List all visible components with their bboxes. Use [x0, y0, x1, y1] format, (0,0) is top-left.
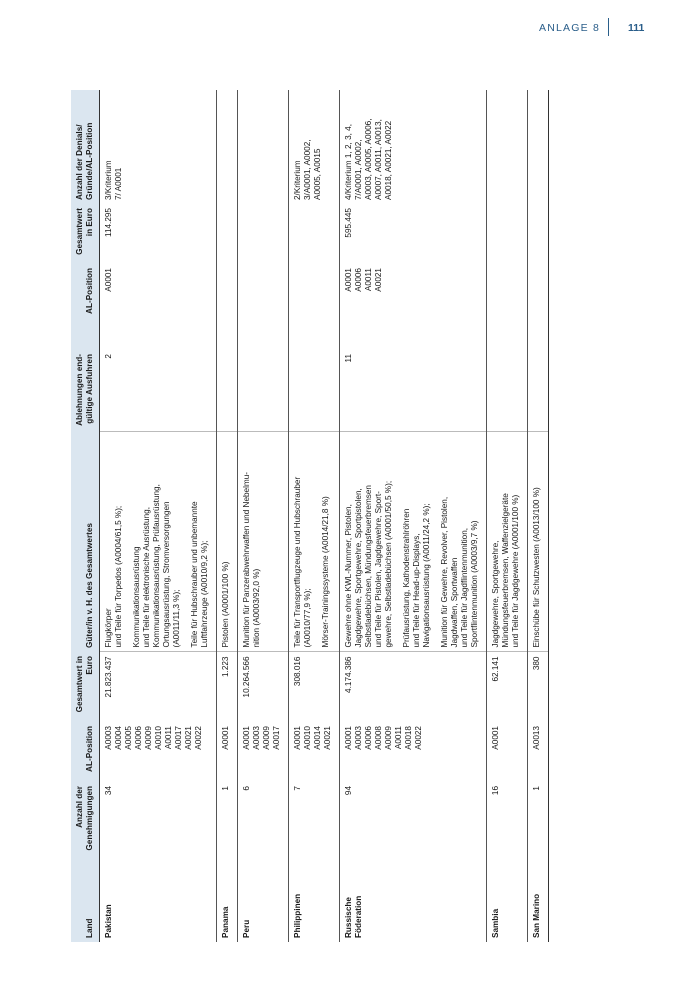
license-count-cell: 6 — [238, 782, 289, 860]
goods-cell — [238, 432, 289, 652]
denial-reason-line: 3/Kriterium — [104, 160, 113, 200]
table-row — [100, 90, 217, 942]
denial-reason-line: A0003, A0005, A0006, — [364, 118, 373, 200]
country-cell: Pakistan — [100, 860, 217, 942]
goods-line: nition (A0003/92,0 %) — [252, 568, 261, 648]
denial-al-position-cell — [487, 264, 528, 350]
goods-line: Flugkörper — [104, 608, 113, 648]
goods-line: Pistolen (A0001/100 %) — [221, 561, 230, 648]
goods-line: Prüfausrüstung, Kathodenstrahlröhren — [402, 508, 411, 648]
al-position-code: A0006 — [134, 726, 143, 750]
denial-al-code: A0001 — [104, 268, 113, 292]
al-position-code: A0001 — [491, 726, 500, 750]
goods-block-gap — [394, 437, 402, 648]
goods-block-gap — [313, 437, 321, 648]
table-row — [528, 90, 549, 942]
export-license-table — [71, 90, 549, 942]
denial-value-cell — [289, 204, 340, 264]
goods-line: und Teile für Jagdgewehre (A0001/100 %) — [511, 494, 520, 648]
table-row — [238, 90, 289, 942]
al-position-code: A0010 — [303, 726, 312, 750]
table-header-row — [71, 90, 100, 942]
goods-line: Mörser-Trainingssysteme (A0014/21,8 %) — [321, 496, 330, 648]
goods-line: Jagdgewehre, Sportgewehre, — [491, 540, 500, 648]
header-divider — [608, 18, 609, 36]
al-position-code: A0013 — [532, 726, 541, 750]
total-value-cell: 21.823.437 — [100, 652, 217, 722]
goods-line: und Teile für Torpedos (A0004/61,5 %); — [114, 505, 123, 648]
license-count-cell: 16 — [487, 782, 528, 860]
goods-line: Teile für Transportflugzeuge und Hubschrauber — [293, 476, 302, 648]
denial-count-cell — [289, 350, 340, 432]
denial-reasons-cell — [528, 90, 549, 204]
al-position-code: A0011 — [394, 726, 403, 750]
goods-line: und Teile für Head-up-Displays, — [412, 533, 421, 648]
goods-cell — [289, 432, 340, 652]
denial-al-code: A0006 — [354, 268, 363, 292]
col-denial-value-header: Gesamtwert in Euro — [71, 204, 100, 264]
denial-reasons-cell — [289, 90, 340, 204]
license-count-cell: 94 — [340, 782, 487, 860]
col-goods-header: Güter/in v. H. des Gesamtwertes — [71, 432, 100, 652]
denial-value-cell: 595.445 — [340, 204, 487, 264]
al-position-code: A0009 — [144, 726, 153, 750]
denial-reason-line: 7/ A0001 — [114, 167, 123, 200]
denial-reason-line: A0018, A0021, A0022 — [384, 120, 393, 200]
al-position-cell — [100, 722, 217, 782]
denial-reasons-cell — [217, 90, 238, 204]
al-position-code: A0005 — [124, 726, 133, 750]
al-position-code: A0021 — [323, 726, 332, 750]
goods-line: (A0010/77,9 %); — [303, 588, 312, 648]
table-row — [340, 90, 487, 942]
denial-al-code: A0001 — [344, 268, 353, 292]
total-value-cell: 380 — [528, 652, 549, 722]
denial-value-cell — [528, 204, 549, 264]
country-cell: Panama — [217, 860, 238, 942]
al-position-code: A0004 — [114, 726, 123, 750]
al-position-code: A0003 — [104, 726, 113, 750]
country-cell: Philippinen — [289, 860, 340, 942]
total-value-cell: 4.174.386 — [340, 652, 487, 722]
al-position-code: A0014 — [313, 726, 322, 750]
goods-line: Einschübe für Schutzwesten (A0013/100 %) — [532, 487, 541, 648]
goods-cell — [217, 432, 238, 652]
goods-line: Sportflintenmunition (A0003/9,7 %) — [470, 520, 479, 648]
total-value-cell: 62.141 — [487, 652, 528, 722]
denial-reason-line: A0007, A0011, A0013, — [374, 119, 383, 200]
al-position-cell — [340, 722, 487, 782]
denial-count-cell — [217, 350, 238, 432]
denial-reason-line: 7/A0001, A0002, — [354, 139, 363, 200]
table-row — [487, 90, 528, 942]
goods-line: und Teile für elektronische Ausrüstung, — [142, 507, 151, 648]
rotated-table-frame — [71, 90, 607, 942]
rotated-table — [71, 90, 607, 942]
al-position-code: A0018 — [404, 726, 413, 750]
goods-line: und Teile für Jagdflintenmunition, — [460, 527, 469, 648]
table-body — [100, 90, 549, 942]
al-position-code: A0022 — [414, 726, 423, 750]
al-position-code: A0001 — [344, 726, 353, 750]
goods-line: Ortungsausrüstung, Stromversorgungen — [162, 501, 171, 648]
goods-line: Jagdwaffen, Sportwaffen — [450, 557, 459, 648]
denial-reasons-cell — [238, 90, 289, 204]
country-cell: Sambia — [487, 860, 528, 942]
goods-block-gap — [124, 437, 132, 648]
denial-count-cell: 2 — [100, 350, 217, 432]
country-cell: San Marino — [528, 860, 549, 942]
license-count-cell: 1 — [528, 782, 549, 860]
denial-value-cell — [238, 204, 289, 264]
al-position-code: A0022 — [194, 726, 203, 750]
denial-reason-line: 3/A0001, A0002, — [303, 139, 312, 200]
goods-cell — [528, 432, 549, 652]
denial-al-position-cell — [238, 264, 289, 350]
col-denial-al-position-header: AL-Position — [71, 264, 100, 350]
denial-value-cell: 114.295 — [100, 204, 217, 264]
al-position-cell — [238, 722, 289, 782]
goods-line: Munition für Gewehre, Revolver, Pistolen, — [440, 496, 449, 648]
al-position-code: A0009 — [384, 726, 393, 750]
al-position-code: A0006 — [364, 726, 373, 750]
goods-line: gewehre, Selbstladebüchsen (A0001/50,5 %); — [384, 480, 393, 648]
denial-count-cell — [528, 350, 549, 432]
al-position-code: A0017 — [174, 726, 183, 750]
goods-line: Kommunikationsausrüstung, Prüfausrüstung, — [152, 484, 161, 648]
goods-line: (A0011/11,3 %); — [172, 589, 181, 648]
annex-label: ANLAGE 8 — [539, 22, 600, 34]
al-position-cell — [528, 722, 549, 782]
al-position-code: A0009 — [262, 726, 271, 750]
page-header — [0, 18, 700, 38]
total-value-cell: 10.264.566 — [238, 652, 289, 722]
denial-reasons-cell — [487, 90, 528, 204]
denial-al-position-cell — [528, 264, 549, 350]
al-position-code: A0001 — [242, 726, 251, 750]
goods-cell — [487, 432, 528, 652]
denial-reasons-cell — [340, 90, 487, 204]
license-count-cell: 7 — [289, 782, 340, 860]
goods-line: Navigationsausrüstung (A0011/24,2 %); — [422, 503, 431, 648]
goods-line: Kommunikationsausrüstung — [132, 546, 141, 648]
al-position-code: A0010 — [154, 726, 163, 750]
goods-line: Jagdgewehre, Sportgewehre, Sportpistolen, — [354, 488, 363, 648]
al-position-code: A0003 — [252, 726, 261, 750]
page-number: 111 — [628, 22, 645, 34]
goods-block-gap — [182, 437, 190, 648]
al-position-code: A0011 — [164, 726, 173, 750]
goods-line: Gewehre ohne KWL-Nummer, Pistolen, — [344, 504, 353, 648]
license-count-cell: 1 — [217, 782, 238, 860]
goods-line: Mündungsfeuerbremsen, Waffenzielgeräte — [501, 493, 510, 648]
col-denials-header: Ablehnungen end-gültige Ausfuhren — [71, 350, 100, 432]
country-cell — [340, 860, 487, 942]
al-position-cell — [289, 722, 340, 782]
denial-al-position-cell — [100, 264, 217, 350]
table-row — [289, 90, 340, 942]
goods-cell — [100, 432, 217, 652]
al-position-code: A0001 — [221, 726, 230, 750]
denial-al-position-cell — [289, 264, 340, 350]
al-position-cell — [487, 722, 528, 782]
al-position-code: A0017 — [272, 726, 281, 750]
country-name: Föderation — [354, 895, 363, 938]
goods-line: Selbstladebüchsen, Mündungsfeuerbremsen — [364, 485, 373, 648]
denial-count-cell — [487, 350, 528, 432]
col-licenses-header: Anzahl der Genehmigungen — [71, 782, 100, 860]
denial-value-cell — [487, 204, 528, 264]
al-position-code: A0001 — [293, 726, 302, 750]
goods-line: Teile für Hubschrauber und unbemannte — [190, 501, 199, 648]
license-count-cell: 34 — [100, 782, 217, 860]
denial-reason-line: 4/Kriterium 1, 2, 3, 4, — [344, 124, 353, 200]
denial-count-cell: 11 — [340, 350, 487, 432]
denial-reason-line: A0005, A0015 — [313, 148, 322, 200]
denial-al-position-cell — [340, 264, 487, 350]
al-position-code: A0003 — [354, 726, 363, 750]
al-position-code: A0008 — [374, 726, 383, 750]
goods-line: und Teile für Pistolen, Jagdgewehre, Sport- — [374, 491, 383, 648]
goods-block-gap — [432, 437, 440, 648]
denial-reason-line: 2/Kriterium — [293, 160, 302, 200]
goods-line: Munition für Panzerabwehrwaffen und Nebelmu- — [242, 471, 251, 648]
col-al-position-header: AL-Position — [71, 722, 100, 782]
total-value-cell: 308.016 — [289, 652, 340, 722]
goods-line: Luftfahrzeuge (A0010/9,2 %); — [200, 540, 209, 648]
col-denial-reasons-header: Anzahl der Denials/ Gründe/AL-Position — [71, 90, 100, 204]
denial-value-cell — [217, 204, 238, 264]
country-name: Russische — [344, 897, 353, 938]
col-country-header: Land — [71, 860, 100, 942]
denial-reasons-cell — [100, 90, 217, 204]
country-cell: Peru — [238, 860, 289, 942]
goods-cell — [340, 432, 487, 652]
denial-al-code: A0011 — [364, 268, 373, 292]
table-row — [217, 90, 238, 942]
denial-count-cell — [238, 350, 289, 432]
al-position-cell — [217, 722, 238, 782]
denial-al-code: A0021 — [374, 268, 383, 292]
col-total-value-header: Gesamtwert in Euro — [71, 652, 100, 722]
denial-al-position-cell — [217, 264, 238, 350]
al-position-code: A0021 — [184, 726, 193, 750]
total-value-cell: 1.223 — [217, 652, 238, 722]
